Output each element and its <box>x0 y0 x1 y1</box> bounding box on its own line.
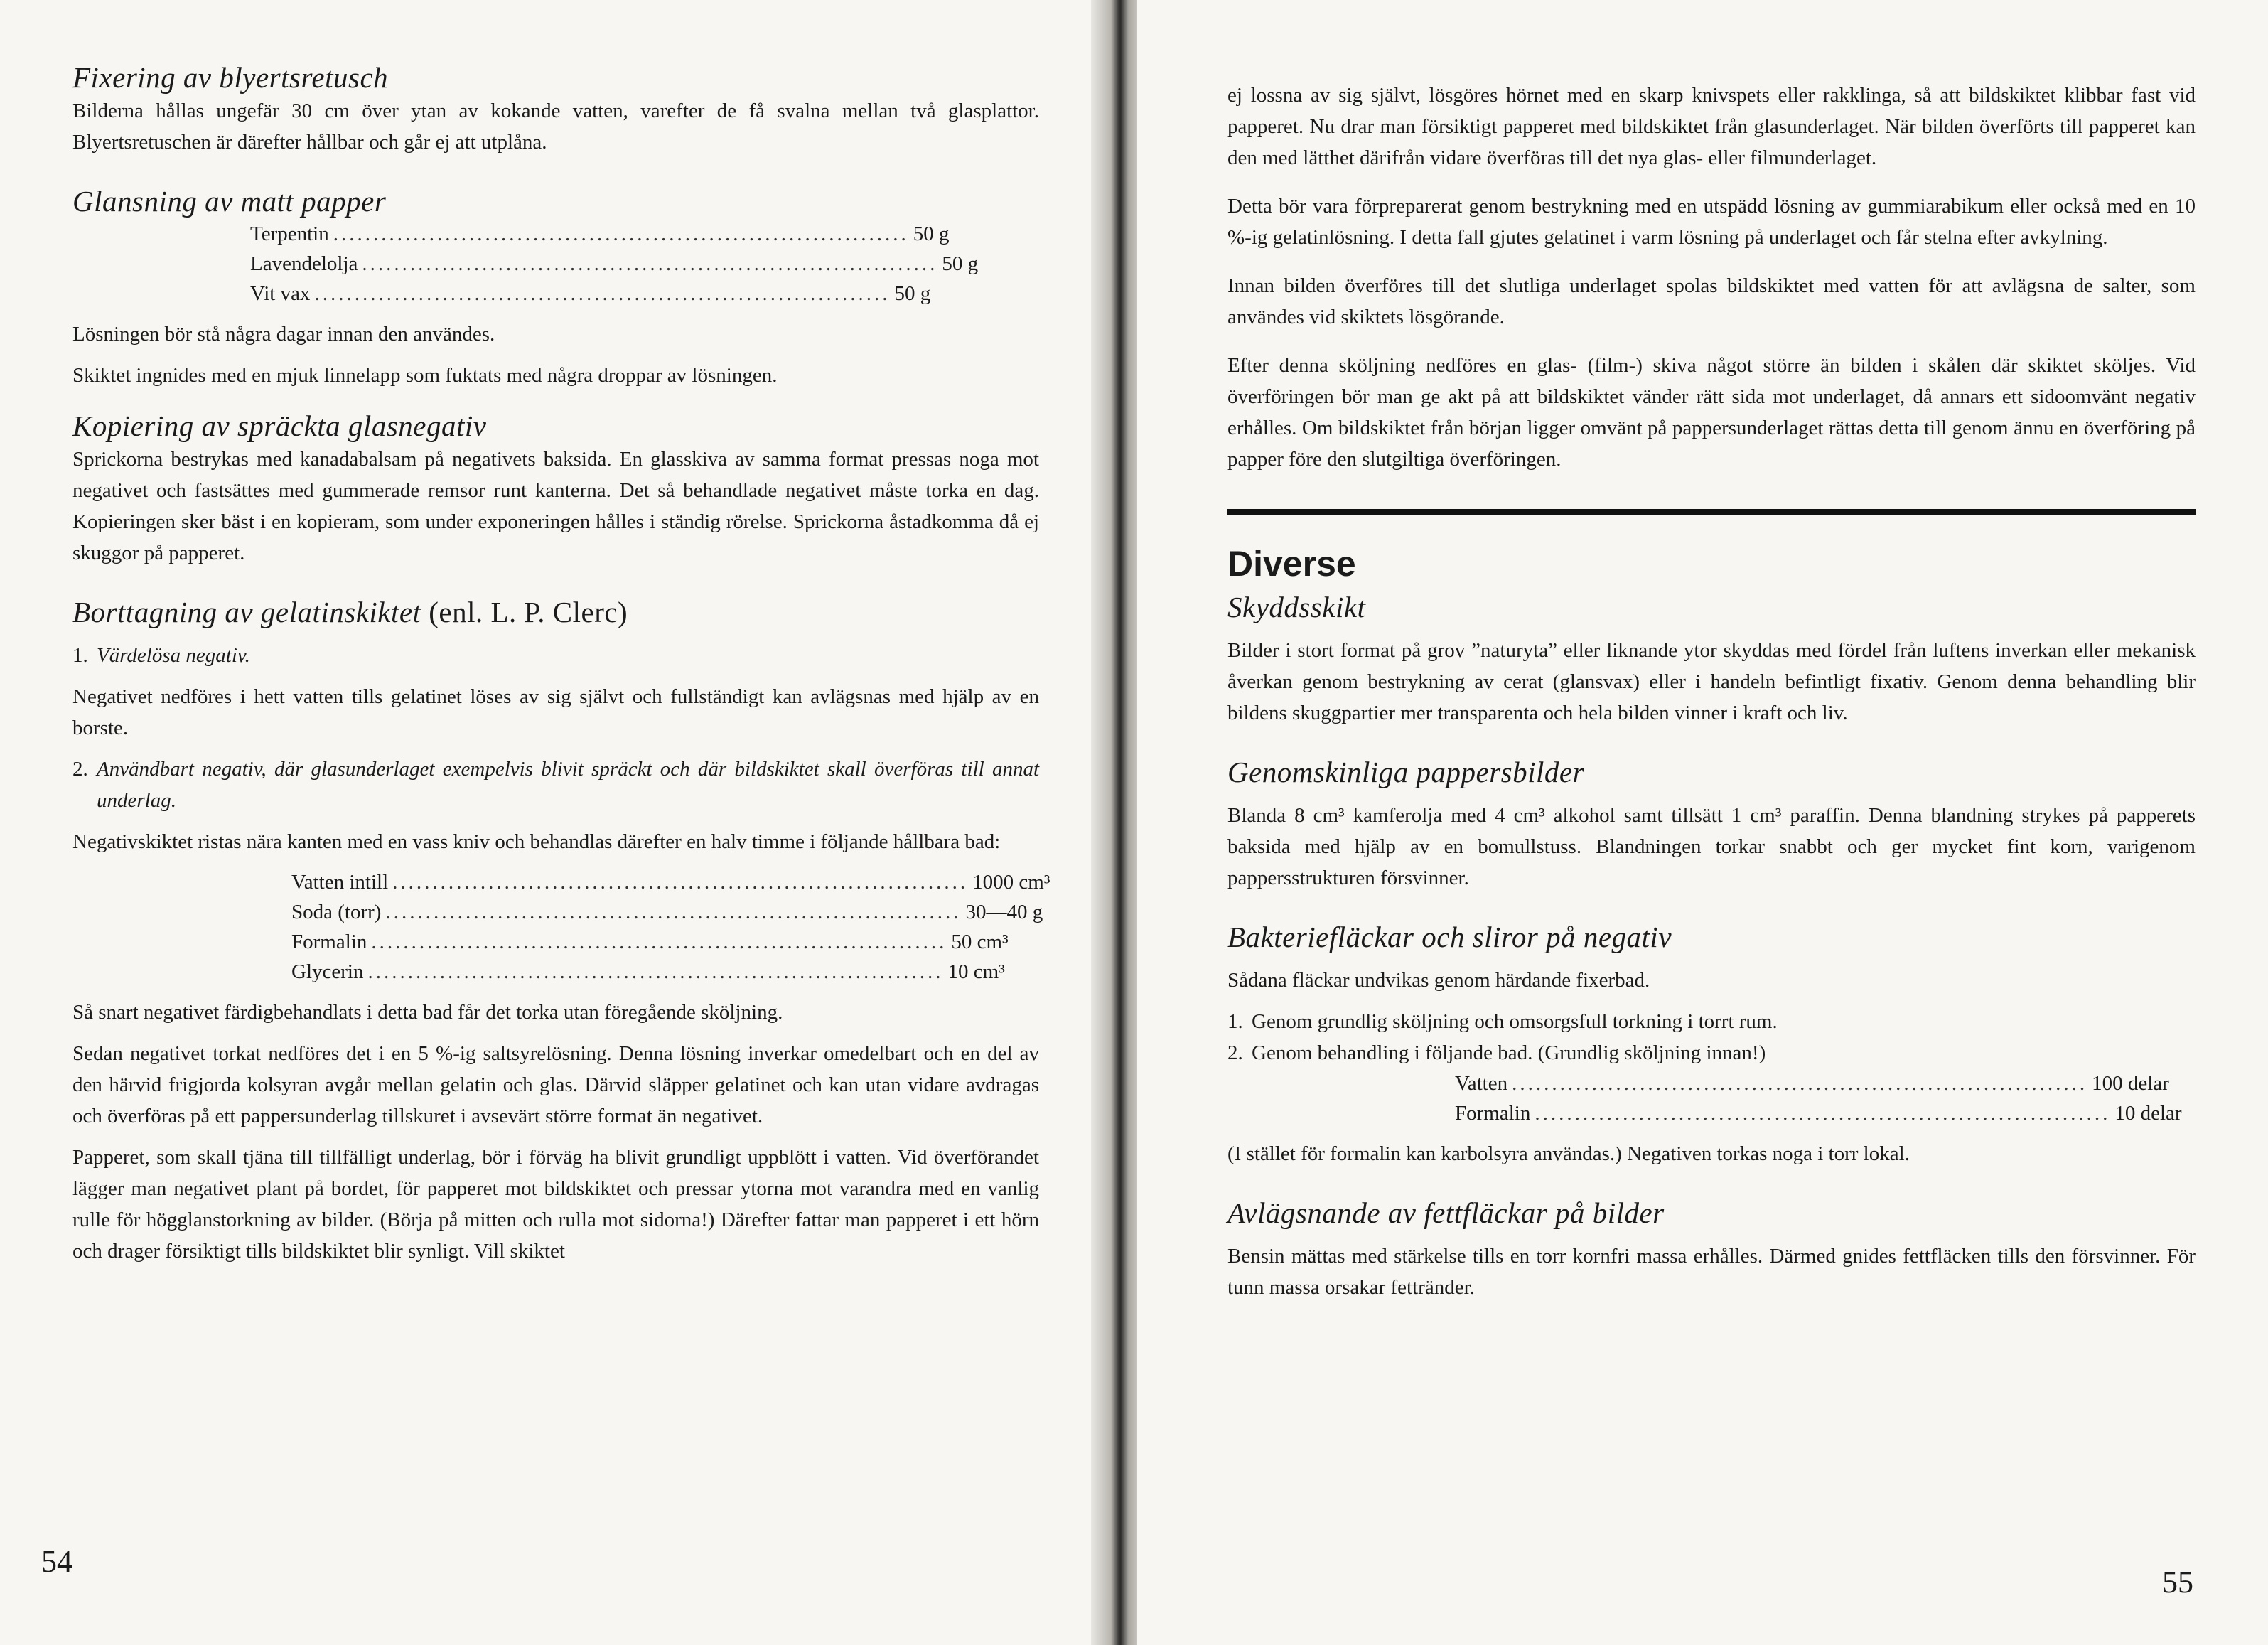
para-bakt-note: (I stället för formalin kan karbolsyra användas.) Negativen torkas noga i torr lokal. <box>1227 1142 1910 1165</box>
page-number-left: 54 <box>41 1544 72 1579</box>
recipe-glansning <box>250 219 979 309</box>
recipe-bad <box>291 867 1050 987</box>
page-right <box>1137 0 2268 1645</box>
recipe-fixerbad <box>1455 1068 2182 1128</box>
recipe-row: Vit vax ........................................................................ 50 g <box>250 282 931 305</box>
para-right-3: Innan bilden överföres till det slutliga underlaget spolas bildskiktet med vatten för att avlägsna de salter, som användes vid skiktets lösgörande. <box>1227 274 2196 328</box>
para-genomskinliga: Blanda 8 cm³ kamferolja med 4 cm³ alkohol samt tillsätt 1 cm³ paraffin. Denna blandning strykes på papperets baksida med hjälp av en bomullstuss. Blandningen torkar snabbt och ger mycket fint korn, varigenom pappersstrukturen försvinner. <box>1227 804 2196 889</box>
page-left <box>0 0 1105 1645</box>
heading-fixering: Fixering av blyertsretusch <box>72 61 389 94</box>
para-glansning-1: Lösningen bör stå några dagar innan den användes. <box>72 323 495 345</box>
para-bakt-intro: Sådana fläckar undvikas genom härdande fixerbad. <box>1227 969 1650 992</box>
para-fettfläckar: Bensin mättas med stärkelse tills en torr kornfri massa erhålles. Därmed gnides fettfläcken tills den försvinner. För tunn massa orsakar fettränder. <box>1227 1245 2196 1299</box>
heading-borttagning: Borttagning av gelatinskiktet (enl. L. P. Clerc) <box>72 596 628 628</box>
para-borttagning-2: Negativskiktet ristas nära kanten med en vass kniv och behandlas därefter en halv timme i följande hållbara bad: <box>72 830 1001 853</box>
heading-glansning: Glansning av matt papper <box>72 185 387 218</box>
recipe-row: Formalin ........................................................................ 10 delar <box>1455 1102 2182 1125</box>
heading-fettfläckar: Avlägsnande av fettfläckar på bilder <box>1227 1196 1665 1229</box>
numbered-item: 1. Genom grundlig sköljning och omsorgsfull torkning i torrt rum. <box>1227 1010 1778 1033</box>
right-column <box>1227 80 2196 1303</box>
recipe-row: Vatten ........................................................................ 100 delar <box>1455 1072 2169 1095</box>
heading-bakteriefläckar: Bakteriefläckar och sliror på negativ <box>1227 921 1672 953</box>
recipe-row: Soda (torr) ........................................................................ 30—40 g <box>291 901 1043 923</box>
left-column <box>72 60 1050 1267</box>
para-borttagning-5: Papperet, som skall tjäna till tillfälligt underlag, bör i förväg ha blivit grundligt uppblött i vatten. Vid överförandet lägger man negativet plant på bordet, för papperet mot bildskiktet och pressar ytorna mot varandra med en vanlig rulle för högglanstorkning av bilder. (Börja på mitten och rulla mot sidorna!) Därefter fattar man papperet i ett hörn och drager försiktigt tills bildskiktet blir synligt. Vill skiktet <box>72 1146 1039 1263</box>
para-fixering: Bilderna hållas ungefär 30 cm över ytan av kokande vatten, varefter de få svalna mellan två glasplattor. Blyertsretuschen är därefter hållbar och går ej att utplåna. <box>72 100 1039 154</box>
recipe-row: Formalin ........................................................................ 50 cm³ <box>291 931 1009 953</box>
section-rule <box>1227 509 2196 515</box>
para-skyddsskikt: Bilder i stort format på grov ”naturyta” eller liknande ytor skyddas med fördel från luftens inverkan eller mekanisk åverkan genom bestrykning av cerat (glansvax) eller i handeln befintligt fixativ. Genom denna behandling blir bildens skuggpartier mer transparenta och hela bilden vinner i kraft och liv. <box>1227 639 2196 724</box>
heading-skyddsskikt: Skyddsskikt <box>1227 591 1366 623</box>
numbered-item: 2. Användbart negativ, där glasunderlaget exempelvis blivit spräckt och där bildskiktet skall överföras till annat underlag. <box>72 758 1039 812</box>
para-borttagning-4: Sedan negativet torkat nedföres det i en 5 %-ig saltsyrelösning. Denna lösning inverkar omedelbart och en del av den härvid frigjorda kolsyran avgår mellan gelatin och glas. Därvid släpper gelatinet och kan utan vidare avdragas och överföras på ett pappersunderlag tillskuret i avsevärt större format än negativet. <box>72 1042 1039 1127</box>
recipe-row: Lavendelolja ........................................................................ 50 g <box>250 252 979 275</box>
para-borttagning-1: Negativet nedföres i hett vatten tills gelatinet löses av sig självt och fullständigt kan avlägsnas med hjälp av en borste. <box>72 685 1039 739</box>
para-right-1: ej lossna av sig självt, lösgöres hörnet med en skarp knivspets eller rakklinga, så att bildskiktet klibbar fast vid papperet. Nu drar man försiktigt papperet med bildskiktet från glasunderlaget. När bilden överförts till papperet kan den med lätthet därifrån vidare överföras till det nya glas- eller filmunderlaget. <box>1227 84 2196 169</box>
heading-kopiering: Kopiering av spräckta glasnegativ <box>72 409 487 442</box>
para-glansning-2: Skiktet ingnides med en mjuk linnelapp som fuktats med några droppar av lösningen. <box>72 364 778 387</box>
heading-diverse: Diverse <box>1227 544 1356 584</box>
para-borttagning-3: Så snart negativet färdigbehandlats i detta bad får det torka utan föregående sköljning. <box>72 1001 783 1024</box>
para-right-4: Efter denna sköljning nedföres en glas- (film-) skiva något större än bilden i skålen där skiktet sköljes. Vid överföringen bör man ge akt på att bildskiktet vänder rätt sida mot underlaget, då annars ett sidoomvänt negativ erhålles. Om bildskiktet från början ligger omvänt på pappersunderlaget rättas detta till genom ännu en överföring på papper före den slutgiltiga överföringen. <box>1227 354 2196 471</box>
para-kopiering: Sprickorna bestrykas med kanadabalsam på negativets baksida. En glasskiva av samma format pressas noga mot negativet och fastsättes med gummerade remsor runt kanterna. Det så behandlade negativet måste torka en dag. Kopieringen sker bäst i en kopieram, som under exponeringen hålles i ständig rörelse. Sprickorna åstadkomma då ej skuggor på papperet. <box>72 448 1039 564</box>
recipe-row: Glycerin ........................................................................ 10 cm³ <box>291 960 1005 983</box>
numbered-item: 1. Värdelösa negativ. <box>72 644 250 667</box>
heading-genomskinliga: Genomskinliga pappersbilder <box>1227 756 1585 788</box>
recipe-row: Terpentin ........................................................................ 50 g <box>250 223 950 245</box>
page-number-right: 55 <box>2162 1565 2193 1600</box>
para-right-2: Detta bör vara förpreparerat genom bestrykning med en utspädd lösning av gummiarabikum eller också med en 10 %-ig gelatinlösning. I detta fall gjutes gelatinet i varm lösning på underlaget och får stelna efter avkylning. <box>1227 195 2196 249</box>
numbered-item: 2. Genom behandling i följande bad. (Grundlig sköljning innan!) <box>1227 1041 1766 1064</box>
recipe-row: Vatten intill ........................................................................ 1000 cm³ <box>291 871 1050 894</box>
